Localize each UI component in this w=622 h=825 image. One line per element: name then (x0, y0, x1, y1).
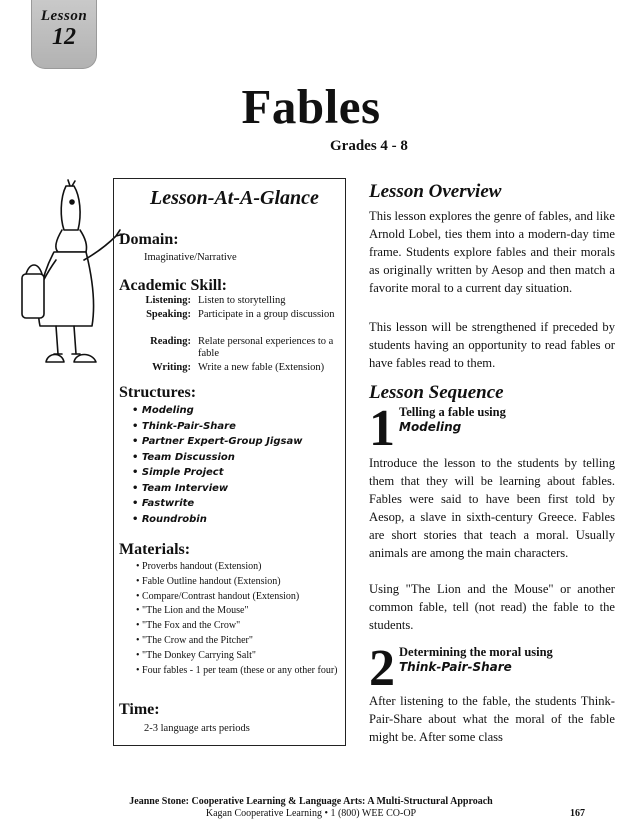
structure-item: • Think-Pair-Share (132, 420, 236, 432)
structure-item: • Modeling (132, 405, 194, 416)
material-item: • Proverbs handout (Extension) (136, 561, 262, 572)
sequence-paragraph: After listening to the fable, the students Think-Pair-Share about what the moral of the fable might be. After some class (369, 694, 615, 744)
lesson-sequence-heading: Lesson Sequence (369, 382, 504, 403)
footer-publisher: Kagan Cooperative Learning • 1 (800) WEE CO-OP (205, 808, 417, 819)
skill-key: Reading: (150, 336, 191, 347)
step-structure: Think-Pair-Share (399, 660, 512, 674)
material-item: • "The Fox and the Crow" (136, 620, 241, 632)
skill-key: Speaking: (146, 309, 191, 320)
skill-value: Write a new fable (Extension) (198, 362, 325, 373)
step-number: 2 (369, 640, 395, 697)
lesson-number: 12 (52, 24, 76, 50)
material-item: • "The Lion and the Mouse" (136, 605, 249, 617)
time-heading: Time: (119, 701, 160, 718)
skill-value: Relate personal experiences to a fable (198, 336, 334, 359)
skill-key: Writing: (152, 362, 191, 373)
structure-item: • Fastwrite (132, 498, 195, 509)
skill-key: Listening: (145, 295, 191, 306)
step-number: 1 (369, 400, 395, 457)
structure-item: • Roundrobin (132, 513, 207, 525)
page-title: Fables (241, 79, 381, 134)
lesson-overview-heading: Lesson Overview (369, 181, 502, 202)
materials-heading: Materials: (119, 541, 191, 558)
sequence-paragraph: Using "The Lion and the Mouse" or another common fable, tell (not read) the fable to the students. (369, 582, 615, 632)
lesson-at-a-glance-box (113, 178, 346, 746)
structures-heading: Structures: (119, 384, 197, 401)
domain-value: Imaginative/Narrative (144, 252, 237, 263)
sequence-paragraph: Introduce the lesson to the students by telling them that they will be learning about fables. Fables were said to have been first told by Aesop, a slave in sixth-century Greece. Fables are short stories that teach a moral. Usually animals are among the main characters. (369, 456, 615, 560)
skill-value: Participate in a group discussion (198, 309, 335, 320)
page-number: 167 (570, 808, 585, 819)
step-title: Telling a fable using (399, 405, 506, 419)
cartoon-figure-illustration (8, 178, 128, 393)
step-1-heading (369, 400, 615, 457)
step-title: Determining the moral using (399, 645, 553, 659)
step-structure: Modeling (399, 420, 462, 434)
domain-heading: Domain: (119, 231, 179, 248)
material-item: • "The Donkey Carrying Salt" (136, 649, 256, 661)
material-item: • Compare/Contrast handout (Extension) (136, 590, 300, 602)
grades-label: Grades 4 - 8 (330, 138, 408, 154)
structures-list (132, 403, 302, 527)
glance-title: Lesson-At-A-Glance (150, 187, 319, 209)
materials-list (136, 560, 341, 678)
page-footer (0, 796, 622, 820)
structure-item: • Team Interview (132, 482, 229, 494)
structure-item: • Simple Project (132, 467, 224, 478)
footer-citation: Jeanne Stone: Cooperative Learning & Language Arts: A Multi-Structural Approach (129, 796, 493, 807)
lesson-tab (31, 0, 97, 69)
overview-paragraph: This lesson will be strengthened if preceded by students having an opportunity to read fables or have fables read to them. (369, 320, 615, 370)
material-item: • Four fables - 1 per team (these or any other four) (136, 664, 338, 676)
material-item: • Fable Outline handout (Extension) (136, 575, 281, 587)
structure-item: • Team Discussion (132, 451, 235, 463)
structure-item: • Partner Expert-Group Jigsaw (132, 436, 303, 447)
overview-paragraph: This lesson explores the genre of fables, and like Arnold Lobel, ties them into a modern-day time frame. Students explore fables and their morals as originally written by Aesop and then match a favorite moral to a current day situation. (369, 209, 615, 295)
lesson-word: Lesson (40, 8, 88, 24)
material-item: • "The Crow and the Pitcher" (136, 634, 253, 646)
step-2-heading (369, 640, 615, 697)
skill-value: Listen to storytelling (198, 295, 286, 306)
time-value: 2-3 language arts periods (144, 723, 250, 734)
academic-skill-heading: Academic Skill: (119, 277, 227, 294)
